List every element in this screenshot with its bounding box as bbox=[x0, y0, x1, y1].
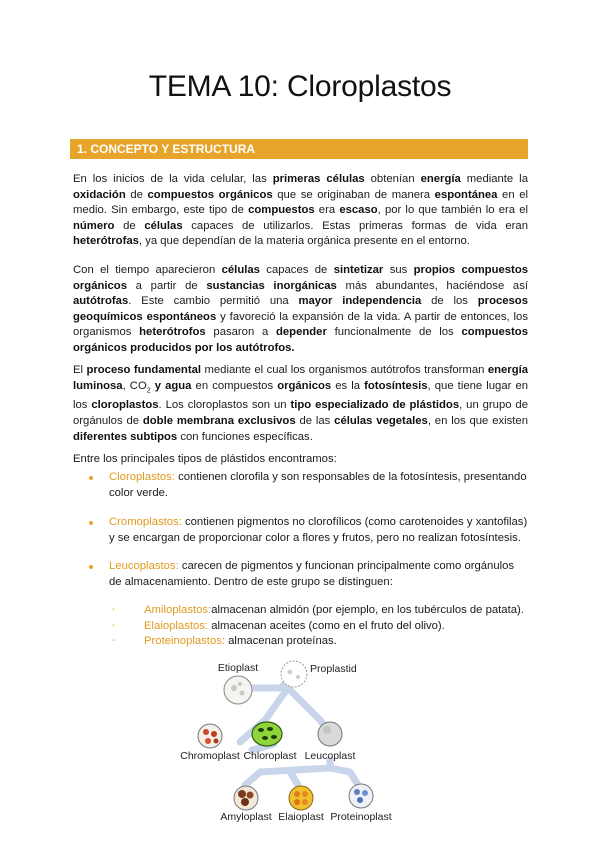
etioplast-icon bbox=[224, 676, 252, 704]
label-leucoplast: Leucoplast bbox=[304, 750, 356, 762]
proplastid-icon bbox=[281, 661, 307, 687]
bullet-text: carecen de pigmentos y funcionan principalmente como orgánulos bbox=[178, 560, 515, 572]
bullet-icon bbox=[89, 476, 93, 480]
leucoplast-icon bbox=[318, 722, 342, 746]
plastid-diagram bbox=[170, 650, 420, 840]
page-title: TEMA 10: Cloroplastos bbox=[148, 70, 452, 103]
label-proplastid: Proplastid bbox=[310, 663, 357, 675]
sub-text: almacenan almidón (por ejemplo, en los tubérculos de patata). bbox=[211, 604, 524, 616]
dash-icon: - bbox=[112, 635, 116, 646]
sub-text: almacenan aceites (como en el fruto del olivo). bbox=[208, 620, 445, 632]
paragraph-1: En los inicios de la vida celular, las primeras células obtenían energía mediante la oxidación de compuestos orgánicos que se originaban de manera espontánea en el medio. Sin embargo, este tipo de compuestos era escaso, por lo que también lo era el número de células capaces de utilizarlos. Estas primeras formas de vida eran heterótrofas, ya que dependían de la materia orgánica presente en el entorno. bbox=[73, 173, 529, 248]
sub-term: Amiloplastos: bbox=[144, 604, 212, 616]
label-etioplast: Etioplast bbox=[217, 662, 259, 674]
bullet-text-line2: de almacenamiento. Dentro de este grupo se distinguen: bbox=[109, 575, 393, 588]
bullet-term: Cloroplastos: bbox=[109, 471, 175, 483]
bullet-term: Cromoplastos: bbox=[109, 516, 182, 528]
proteinoplast-icon bbox=[349, 784, 373, 808]
bullet-term: Leucoplastos: bbox=[109, 560, 179, 572]
section-heading-bar bbox=[70, 139, 528, 159]
amyloplast-icon bbox=[234, 786, 258, 810]
paragraph-2: Con el tiempo aparecieron células capaces de sintetizar sus propios compuestos orgánicos a partir de sustancias inorgánicas más abundantes, haciéndose así autótrofas. Este cambio permitió una mayor independencia de los procesos geoquímicos espontáneos y favoreció la expansión de la vida. A partir de entonces, los organismos heterótrofos pasaron a depender funcionalmente de los compuestos orgánicos producidos por los autótrofos. bbox=[73, 264, 528, 354]
elaioplast-icon bbox=[289, 786, 313, 810]
chloroplast-icon bbox=[252, 722, 282, 746]
sub-term: Proteinoplastos: bbox=[144, 635, 226, 647]
dash-icon: - bbox=[112, 620, 116, 631]
bullet-icon bbox=[89, 565, 93, 569]
sub-text: almacenan proteínas. bbox=[225, 635, 337, 647]
label-proteinoplast: Proteinoplast bbox=[330, 811, 392, 823]
bullet-text-line2: color verde. bbox=[109, 486, 169, 499]
chromoplast-icon bbox=[198, 724, 222, 748]
bullet-text: contienen pigmentos no clorofílicos (como carotenoides y xantofilas) bbox=[181, 516, 528, 528]
section-heading: 1. CONCEPTO Y ESTRUCTURA bbox=[77, 142, 256, 156]
label-chromoplast: Chromoplast bbox=[180, 750, 240, 762]
bullet-text-line2: y se encargan de proporcionar color a flores y frutos, pero no realizan fotosíntesis. bbox=[109, 531, 521, 544]
label-elaioplast: Elaioplast bbox=[278, 811, 324, 823]
sub-term: Elaioplastos: bbox=[144, 620, 209, 632]
list-intro: Entre los principales tipos de plástidos encontramos: bbox=[73, 453, 337, 465]
bullet-text: contienen clorofila y son responsables de la fotosíntesis, presentando bbox=[174, 471, 527, 483]
paragraph-3: El proceso fundamental mediante el cual los organismos autótrofos transforman energía luminosa, $CO_2$ y agua en compuestos orgánicos es la fotosíntesis, que tiene lugar en los cloroplastos. Los cloroplastos son un tipo especializado de plástidos, un grupo de orgánulos de doble membrana exclusivos de las células vegetales, en los que existen diferentes subtipos con funciones específicas. bbox=[73, 364, 529, 443]
label-chloroplast: Chloroplast bbox=[243, 750, 297, 762]
dash-icon: - bbox=[112, 604, 116, 615]
bullet-icon bbox=[89, 521, 93, 525]
label-amyloplast: Amyloplast bbox=[220, 811, 272, 823]
